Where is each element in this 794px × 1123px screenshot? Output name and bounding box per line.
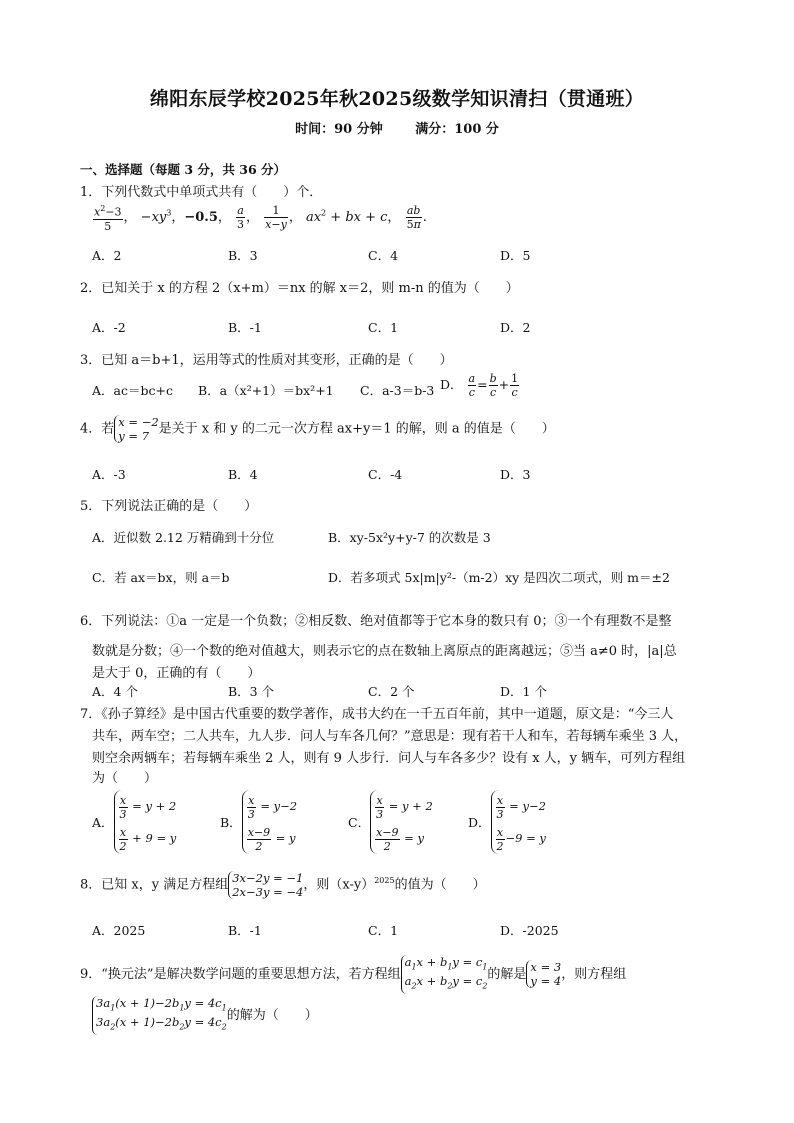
q5-option-b: B．xy-5x²y+y-7 的次数是 3 (328, 530, 491, 545)
q4-option-d: D．3 (500, 467, 531, 482)
question-9-stem (80, 955, 626, 994)
q8-option-c: C．1 (368, 923, 399, 938)
q8-option-b: B．-1 (228, 923, 262, 938)
question-6-line-1: 6．下列说法：①a 一定是一个负数；②相反数、绝对值都等于它本身的数只有 0；③一个有理数不是整 (80, 614, 672, 629)
q9-prefix: 9．“换元法”是解决数学问题的重要思想方法，若方程组 (80, 966, 401, 982)
q5-option-a: A．近似数 2.12 万精确到十分位 (92, 530, 275, 545)
q3-option-d-label: D． (440, 377, 463, 392)
question-7-line-1: 7．《孙子算经》是中国古代重要的数学著作，成书大约在一千五百年前，其中一道题，原文是：“今三人 (80, 707, 674, 722)
q6-option-d: D．1 个 (500, 684, 547, 699)
question-4-stem (80, 415, 555, 443)
q4-option-c: C．-4 (368, 467, 403, 482)
q1-option-c: C．4 (368, 248, 399, 263)
q3-option-b: B．a（x²+1）＝bx²+1 (198, 383, 334, 398)
q4-prefix: 4．若 (80, 421, 115, 437)
question-7-line-4: 为（ ） (92, 771, 158, 786)
q7-option-d: D． $\frac{x}{3}$ = y−2 $\frac{x}{2}$ −9 = y (468, 790, 546, 854)
question-6-line-2: 数就是分数；④一个数的绝对值越大，则表示它的点在数轴上离原点的距离越远；⑤当 a≠0 时，|a|总 (92, 644, 677, 659)
question-2-stem: 2．已知关于 x 的方程 2（x+m）＝nx 的解 x＝2，则 m-n 的值为（ ） (80, 281, 519, 296)
exam-time: 时间：90 分钟 (295, 122, 383, 137)
exam-info (0, 118, 794, 137)
q8-end: 的值为（ ） (394, 877, 486, 893)
q3-option-a: A．ac＝bc+c (92, 383, 173, 398)
q1-option-b: B．3 (228, 248, 258, 263)
question-6-line-3: 是大于 0，正确的有（ ） (92, 666, 261, 681)
exam-score: 满分：100 分 (415, 122, 499, 137)
q1-option-d: D．5 (500, 248, 531, 263)
q7-option-d-label: D． (468, 815, 491, 830)
q4-suffix: 是关于 x 和 y 的二元一次方程 ax+y＝1 的解，则 a 的值是（ ） (158, 421, 555, 437)
q9-solution: x = 3 y = 4 (526, 960, 561, 988)
q4-system: x = −2 y = 7 (114, 415, 158, 443)
q9-system-2: $3a_1(x + 1)-2b_1y = 4c_1$ $3a_2(x + 1)-2b_2y = 4c_2$ (92, 996, 227, 1035)
q3-option-d: D． $\frac{a}{c}$ = $\frac{b}{c}$ + $\frac{1}{c}$ (440, 372, 519, 399)
q6-option-c: C．2 个 (368, 684, 415, 699)
q9-middle: 的解是 (487, 966, 527, 982)
q2-option-a: A．-2 (92, 320, 126, 335)
q4-option-b: B．4 (228, 467, 258, 482)
q7-option-b-label: B． (220, 815, 242, 830)
q6-option-a: A．4 个 (92, 684, 138, 699)
q3-option-c: C．a-3＝b-3 (360, 383, 435, 398)
q6-option-b: B．3 个 (228, 684, 275, 699)
q5-option-d: D．若多项式 5x|m|y²-（m-2）xy 是四次二项式，则 m＝±2 (328, 570, 670, 585)
page-title: 绵阳东辰学校2025年秋2025级数学知识清扫（贯通班） (149, 88, 645, 110)
q8-option-d: D．-2025 (500, 923, 559, 938)
q2-option-b: B．-1 (228, 320, 262, 335)
q8-system: 3x−2y = −1 2x−3y = −4 (228, 871, 303, 899)
q2-option-c: C．1 (368, 320, 399, 335)
q8-prefix: 8．已知 x，y 满足方程组 (80, 877, 229, 893)
question-3-stem: 3．已知 a＝b+1，运用等式的性质对其变形，正确的是（ ） (80, 353, 453, 368)
q7-option-b: B． $\frac{x}{3}$ = y−2 $\frac{x-9}{2}$ = y (220, 790, 297, 854)
question-1-expressions: $\frac{x^2-3}{5}$ ， $-xy^3$，−0.5， $\frac{a}{3}$ ， $\frac{1}{x-y}$ ， $ax^2$ + bx + c， $\frac{ab}{5\pi}$ . (94, 203, 427, 233)
question-5-stem: 5．下列说法正确的是（ ） (80, 499, 258, 514)
q8-suffix: ，则（x-y） (303, 877, 375, 893)
q9-end: 的解为（ ） (226, 1007, 318, 1023)
question-9-stem-2 (92, 996, 318, 1035)
question-8-stem (80, 871, 486, 899)
q4-option-a: A．-3 (92, 467, 126, 482)
q7-option-c: C． $\frac{x}{3}$ = y + 2 $\frac{x-9}{2}$ = y (348, 790, 433, 854)
section-heading: 一、选择题（每题 3 分，共 36 分） (80, 162, 287, 177)
q5-option-c: C．若 ax＝bx，则 a＝b (92, 570, 230, 585)
q2-option-d: D．2 (500, 320, 531, 335)
q7-option-a: A． $\frac{x}{3}$ = y + 2 $\frac{x}{2}$ + 9 = y (92, 790, 176, 854)
q7-option-a-label: A． (92, 815, 114, 830)
question-7-line-2: 共车，两车空；二人共车，九人步．问人与车各几何？”意思是：现有若干人和车，若每辆车乘坐 3 人， (92, 729, 688, 744)
q8-option-a: A．2025 (92, 923, 146, 938)
q7-option-c-label: C． (348, 815, 371, 830)
question-1-stem: 1．下列代数式中单项式共有（ ）个． (80, 185, 323, 200)
q1-option-a: A．2 (92, 248, 122, 263)
q9-system-1: $a_1x + b_1y = c_1$ $a_2x + b_2y = c_2$ (401, 955, 488, 994)
q9-suffix: ，则方程组 (561, 966, 627, 982)
question-7-line-3: 则空余两辆车；若每辆车乘坐 2 人，则有 9 人步行．问人与车各多少？设有 x 人，y 辆车，可列方程组 (92, 751, 686, 766)
q8-exponent: 2025 (374, 876, 395, 886)
